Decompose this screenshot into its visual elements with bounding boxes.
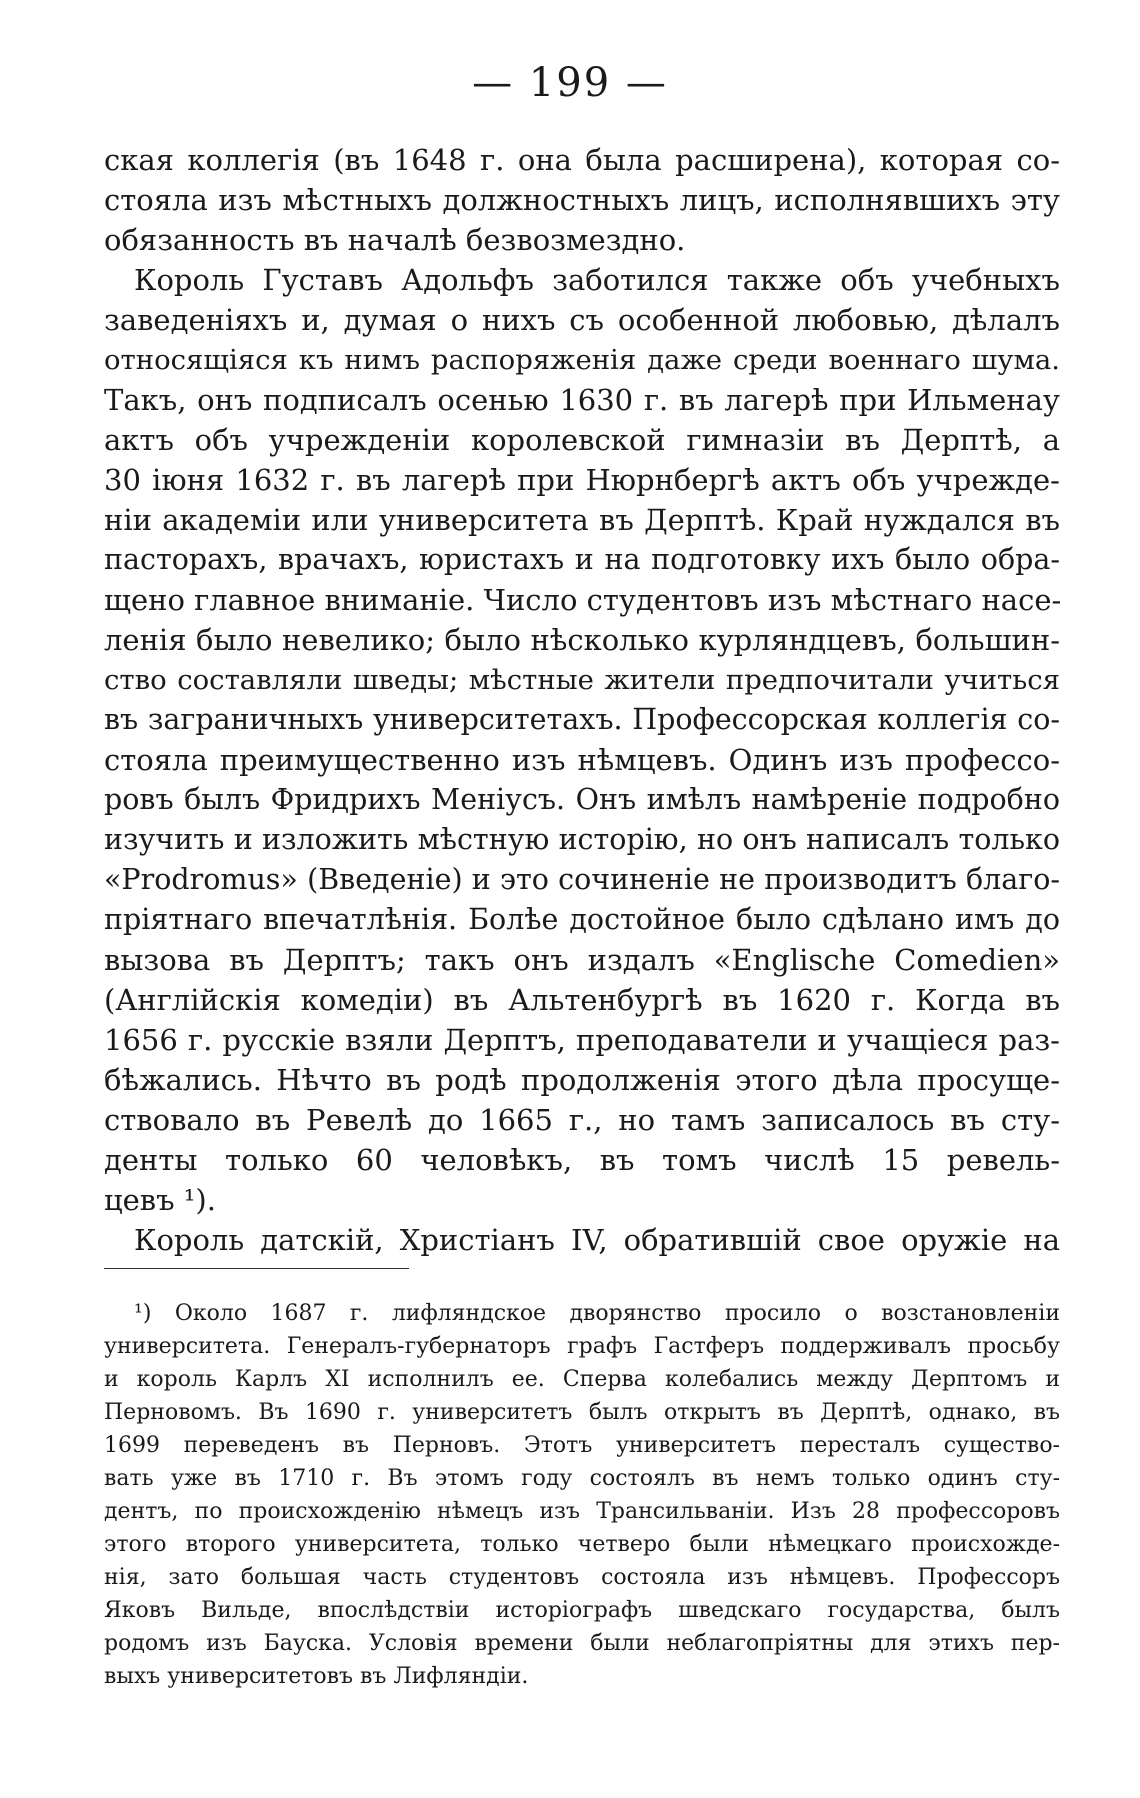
text-line: ская коллегія (въ 1648 г. она была расширена), которая со- [104,143,1060,177]
text-line: въ заграничныхъ университетахъ. Профессорская коллегія со- [104,703,1060,736]
text-line: обязанность въ началѣ безвозмездно. [104,223,686,257]
text-line: изучить и изложить мѣстную исторію, но онъ написалъ только [104,823,1060,856]
text-line: пасторахъ, врачахъ, юристахъ и на подготовку ихъ было обра- [104,543,1060,576]
footnote-line: дентъ, по происхожденію нѣмецъ изъ Трансильваніи. Изъ 28 профессоровъ [104,1499,1060,1524]
text-line: денты только 60 человѣкъ, въ томъ числѣ 15 ревель- [104,1143,1060,1177]
footnote-line: этого второго университета, только четверо были нѣмецкаго происхожде- [104,1532,1060,1557]
text-line: ствовало въ Ревелѣ до 1665 г., но тамъ записалось въ сту- [104,1103,1060,1137]
text-line: ленія было невелико; было нѣсколько курляндцевъ, большин- [104,623,1060,657]
text-line: актъ объ учрежденіи королевской гимназіи въ Дерптѣ, а [104,423,1060,457]
text-line: Такъ, онъ подписалъ осенью 1630 г. въ лагерѣ при Ильменау [104,383,1060,417]
text-line: 1656 г. русскіе взяли Дерптъ, преподаватели и учащіеся раз- [104,1023,1060,1057]
footnote-line: и король Карлъ XI исполнилъ ее. Сперва колебались между Дерптомъ и [104,1367,1060,1392]
text-line: цевъ ¹). [104,1183,216,1217]
text-line: ніи академіи или университета въ Дерптѣ. Край нуждался въ [104,503,1060,537]
text-line: Король Густавъ Адольфъ заботился также объ учебныхъ [134,263,1060,297]
footnote-line: вать уже въ 1710 г. Въ этомъ году состоялъ въ немъ только одинъ сту- [104,1466,1060,1491]
footnote-line: ¹) Около 1687 г. лифляндское дворянство просило о возстановленіи [134,1301,1060,1326]
text-line: Король датскій, Христіанъ IV, обратившій свое оружіе на [134,1223,1060,1257]
footnote-line: Яковъ Вильде, впослѣдствіи исторіографъ шведскаго государства, былъ [104,1598,1060,1623]
footnote-divider [104,1268,409,1269]
text-line: стояла изъ мѣстныхъ должностныхъ лицъ, исполнявшихъ эту [104,183,1060,217]
footnote-line: нія, зато большая часть студентовъ состояла изъ нѣмцевъ. Профессоръ [104,1565,1060,1590]
text-line: стояла преимущественно изъ нѣмцевъ. Одинъ изъ профессо- [104,743,1060,777]
text-line: пріятнаго впечатлѣнія. Болѣе достойное было сдѣлано имъ до [104,903,1060,936]
text-line: вызова въ Дерптъ; такъ онъ издалъ «Englische Comedien» [104,943,1060,977]
text-line: ровъ былъ Фридрихъ Меніусъ. Онъ имѣлъ намѣреніе подробно [104,783,1060,816]
footnote-line: родомъ изъ Бауска. Условія времени были неблагопріятны для этихъ пер- [104,1631,1060,1656]
text-line: щено главное вниманіе. Число студентовъ изъ мѣстнаго насе- [104,583,1062,617]
text-line: бѣжались. Нѣчто въ родѣ продолженія этого дѣла просуще- [104,1063,1060,1097]
text-line: 30 іюня 1632 г. въ лагерѣ при Нюрнбергѣ актъ объ учрежде- [104,463,1060,497]
text-line: относящіяся къ нимъ распоряженія даже среди военнаго шума. [104,344,1060,376]
footnote-line: Перновомъ. Въ 1690 г. университетъ былъ открытъ въ Дерптѣ, однако, въ [104,1400,1060,1425]
text-line: «Prodromus» (Введеніе) и это сочиненіе не производитъ благо- [104,863,1060,896]
page-number: — 199 — [472,60,668,106]
footnote-line: университета. Генералъ-губернаторъ графъ Гастферъ поддерживалъ просьбу [104,1334,1060,1359]
text-line: (Англійскія комедіи) въ Альтенбургѣ въ 1620 г. Когда въ [104,983,1060,1017]
text-line: ство составляли шведы; мѣстные жители предпочитали учиться [104,664,1060,696]
main-text [104,140,1060,1260]
footnote-line: 1699 переведенъ въ Перновъ. Этотъ университетъ пересталъ существо- [104,1433,1060,1458]
footnote [104,1297,1060,1693]
footnote-line: выхъ университетовъ въ Лифляндіи. [104,1664,529,1689]
text-line: заведеніяхъ и, думая о нихъ съ особенной любовью, дѣлалъ [104,303,1060,337]
